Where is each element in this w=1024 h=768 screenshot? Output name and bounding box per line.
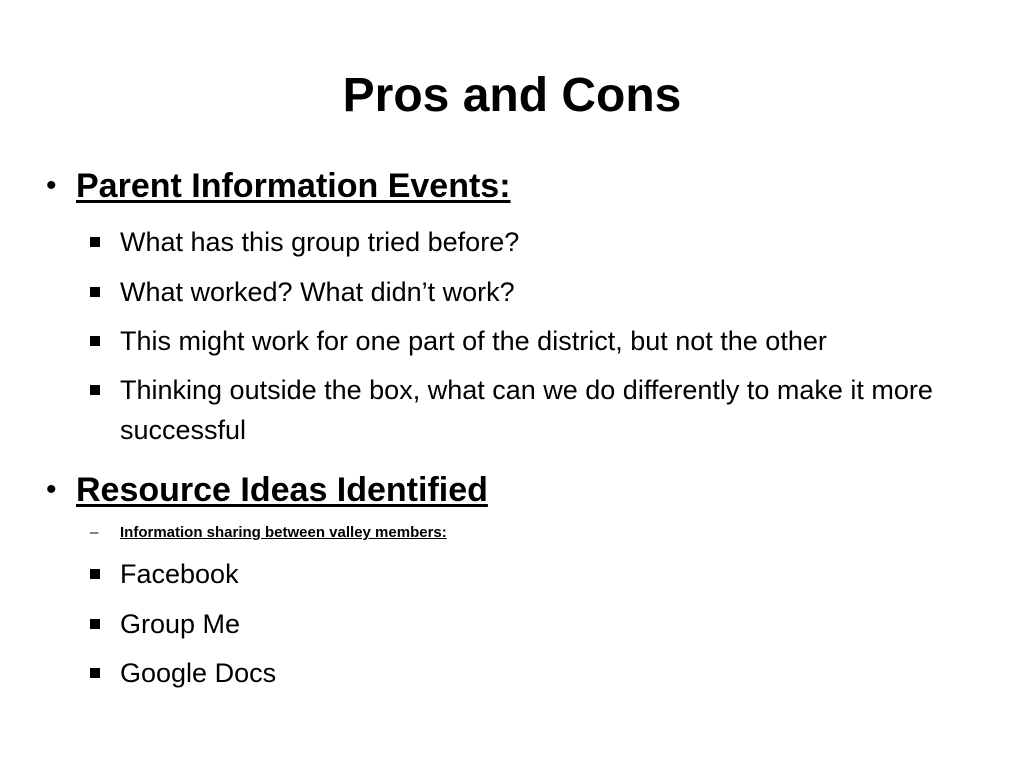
list-item-text: Facebook — [120, 559, 239, 589]
square-bullet-icon — [90, 569, 100, 579]
list-item-text: This might work for one part of the district, but not the other — [120, 326, 827, 356]
sub-heading-text: Information sharing between valley members: — [120, 524, 447, 541]
section-heading-text: Parent Information Events: — [76, 167, 511, 205]
list-item-text: What worked? What didn’t work? — [120, 277, 515, 307]
square-bullet-icon — [90, 385, 100, 395]
list-item-text: Google Docs — [120, 658, 277, 688]
bullet-dot-icon: • — [46, 473, 57, 506]
list-item-text: Thinking outside the box, what can we do differently to make it more successful — [120, 375, 933, 445]
square-bullet-icon — [90, 336, 100, 346]
list-item-text: What has this group tried before? — [120, 227, 520, 257]
square-bullet-icon — [90, 237, 100, 247]
square-bullet-icon — [90, 619, 100, 629]
dash-bullet-icon: – — [90, 524, 99, 541]
bullet-dot-icon: • — [46, 169, 57, 202]
slide-title: Pros and Cons — [342, 69, 682, 122]
square-bullet-icon — [90, 668, 100, 678]
section-heading-text: Resource Ideas Identified — [76, 471, 488, 509]
square-bullet-icon — [90, 287, 100, 297]
list-item-text: Group Me — [120, 609, 241, 639]
